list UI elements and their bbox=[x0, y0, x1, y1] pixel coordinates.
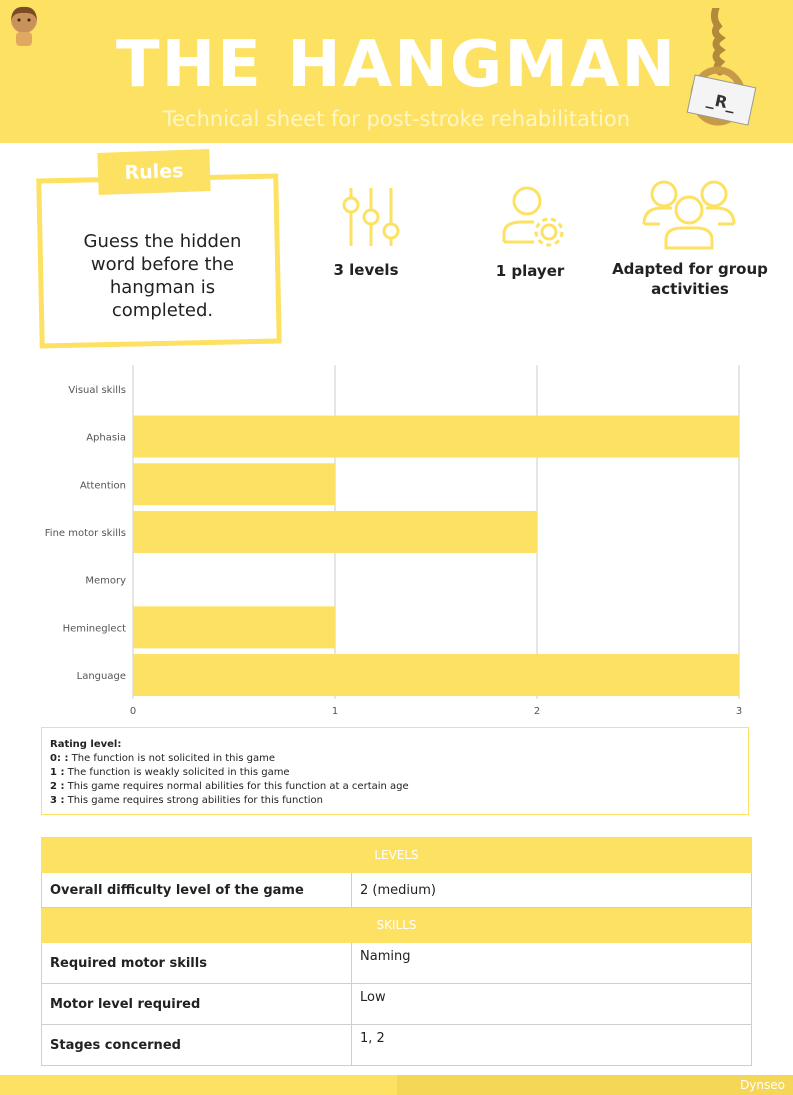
chart-category-label: Hemineglect bbox=[62, 623, 126, 635]
table-row bbox=[42, 873, 752, 908]
brand-logo: Dynseo bbox=[740, 1078, 785, 1092]
row-label: Motor level required bbox=[42, 984, 352, 1025]
row-label: Stages concerned bbox=[42, 1025, 352, 1066]
legend-title: Rating level: bbox=[50, 739, 122, 750]
chart-tick-label: 3 bbox=[735, 705, 743, 717]
feature-label-levels: 3 levels bbox=[333, 261, 399, 279]
table-header-row bbox=[42, 908, 752, 943]
chart-bar bbox=[133, 654, 739, 696]
row-label: Required motor skills bbox=[42, 943, 352, 984]
rules-tab: Rules bbox=[97, 149, 210, 195]
chart-tick-label: 2 bbox=[533, 705, 541, 717]
feature-label-players: 1 player bbox=[495, 262, 565, 280]
chart-category-label: Attention bbox=[79, 480, 126, 492]
feature-label-group: Adapted for group activities bbox=[612, 260, 768, 298]
footer-bar-right bbox=[397, 1075, 793, 1095]
chart-bar bbox=[133, 511, 537, 553]
row-value: 1, 2 bbox=[352, 1025, 752, 1066]
sliders-icon bbox=[337, 186, 403, 248]
skills-bar-chart bbox=[0, 360, 793, 720]
chart-bar bbox=[133, 416, 739, 458]
rules-text: Guess the hidden word before the hangman is completed. bbox=[83, 231, 242, 321]
noose-card-text: _R_ bbox=[705, 89, 738, 114]
levels-header: LEVELS bbox=[42, 838, 752, 873]
legend-item: 3 : This game requires strong abilities for this function bbox=[50, 795, 324, 806]
specs-table bbox=[41, 837, 752, 1066]
chart-category-label: Aphasia bbox=[86, 432, 126, 444]
table-row bbox=[42, 984, 752, 1025]
difficulty-label: Overall difficulty level of the game bbox=[42, 873, 352, 908]
chart-tick-label: 0 bbox=[129, 705, 137, 717]
noose-icon bbox=[676, 8, 776, 126]
chart-category-label: Memory bbox=[85, 575, 126, 587]
chart-category-label: Language bbox=[76, 671, 126, 683]
group-icon bbox=[642, 178, 736, 250]
legend-item: 0: : The function is not solicited in this game bbox=[50, 753, 276, 764]
page-subtitle: Technical sheet for post-stroke rehabilitation bbox=[162, 107, 631, 131]
skills-header: SKILLS bbox=[42, 908, 752, 943]
chart-bar bbox=[133, 606, 335, 648]
chart-tick-label: 1 bbox=[331, 705, 339, 717]
difficulty-value: 2 (medium) bbox=[352, 873, 752, 908]
chart-category-label: Fine motor skills bbox=[44, 527, 126, 539]
table-row bbox=[42, 1025, 752, 1066]
row-value: Low bbox=[352, 984, 752, 1025]
legend-item: 1 : The function is weakly solicited in this game bbox=[50, 767, 290, 778]
legend-item: 2 : This game requires normal abilities for this function at a certain age bbox=[50, 781, 409, 792]
user-gear-icon bbox=[500, 184, 568, 250]
table-row bbox=[42, 943, 752, 984]
chart-category-label: Visual skills bbox=[68, 384, 126, 396]
row-value: Naming bbox=[352, 943, 752, 984]
rating-legend bbox=[41, 727, 749, 815]
page-title: THE HANGMAN bbox=[115, 28, 678, 102]
chart-bar bbox=[133, 463, 335, 505]
table-header-row bbox=[42, 838, 752, 873]
